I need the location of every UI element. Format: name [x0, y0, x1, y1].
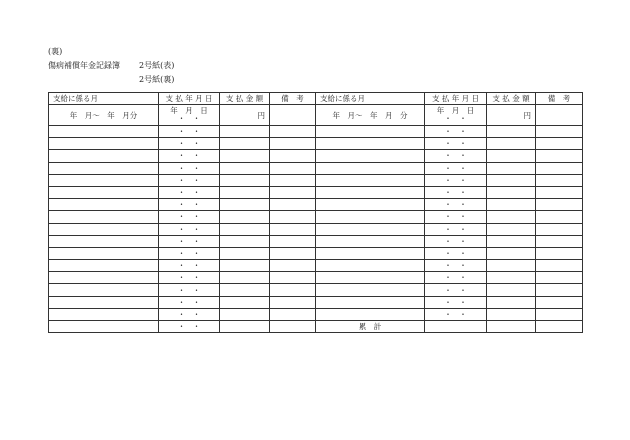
- total-row: [49, 321, 583, 333]
- cell-period-right: [316, 211, 425, 223]
- cell-remarks-right: [536, 284, 583, 296]
- unit-paydate-right: [425, 105, 487, 126]
- cell-paydate-right: ・ ・: [425, 247, 487, 259]
- cell-amount-right: [487, 223, 536, 235]
- header-paydate-left: 支 払 年 月 日: [159, 93, 220, 105]
- cell-remarks-right: [536, 296, 583, 308]
- cell-remarks-right: [536, 186, 583, 198]
- table-row: [49, 272, 583, 284]
- ledger-table: [48, 92, 583, 333]
- cell-remarks-left: [270, 126, 316, 138]
- unit-remarks-right: [536, 105, 583, 126]
- cell-period-left: [49, 174, 159, 186]
- table-row: [49, 150, 583, 162]
- cell-amount-right: [487, 150, 536, 162]
- cell-period-right: [316, 162, 425, 174]
- total-period-left: [49, 321, 159, 333]
- unit-paydate-left: [159, 105, 220, 126]
- table-row: [49, 162, 583, 174]
- cell-period-left: [49, 150, 159, 162]
- cell-paydate-right: ・ ・: [425, 186, 487, 198]
- cell-amount-left: [220, 138, 270, 150]
- cell-amount-right: [487, 162, 536, 174]
- table-row: [49, 211, 583, 223]
- cell-amount-left: [220, 162, 270, 174]
- cell-period-left: [49, 223, 159, 235]
- table-row: [49, 235, 583, 247]
- table-row: [49, 308, 583, 320]
- header-amount-right: 支 払 金 額: [487, 93, 536, 105]
- table-row: [49, 284, 583, 296]
- unit-paydate-top-left: 年 月 日: [170, 106, 208, 115]
- cell-amount-right: [487, 260, 536, 272]
- cell-period-right: [316, 235, 425, 247]
- cell-amount-right: [487, 138, 536, 150]
- cell-remarks-left: [270, 162, 316, 174]
- cell-period-left: [49, 272, 159, 284]
- cell-paydate-right: ・ ・: [425, 126, 487, 138]
- cell-paydate-right: ・ ・: [425, 296, 487, 308]
- ledger-body: [49, 126, 583, 321]
- cell-amount-left: [220, 199, 270, 211]
- table-row: [49, 186, 583, 198]
- cell-paydate-left: ・ ・: [159, 308, 220, 320]
- header-paydate-right: 支 払 年 月 日: [425, 93, 487, 105]
- cell-remarks-right: [536, 150, 583, 162]
- cell-period-left: [49, 247, 159, 259]
- cell-period-right: [316, 150, 425, 162]
- cell-amount-right: [487, 211, 536, 223]
- header-remarks-right: 備 考: [536, 93, 583, 105]
- unit-remarks-left: [270, 105, 316, 126]
- cell-period-right: [316, 260, 425, 272]
- table-row: [49, 223, 583, 235]
- cell-amount-right: [487, 308, 536, 320]
- cell-paydate-left: ・ ・: [159, 186, 220, 198]
- cell-remarks-right: [536, 162, 583, 174]
- cell-period-left: [49, 199, 159, 211]
- cell-period-right: [316, 284, 425, 296]
- header-amount-left: 支 払 金 額: [220, 93, 270, 105]
- cell-paydate-left: ・ ・: [159, 138, 220, 150]
- cell-amount-right: [487, 284, 536, 296]
- table-row: [49, 138, 583, 150]
- cell-period-left: [49, 260, 159, 272]
- header-period-left: 支給に係る月: [49, 93, 159, 105]
- cell-remarks-right: [536, 308, 583, 320]
- unit-paydate-bottom-right: ・ ・: [444, 114, 467, 123]
- total-amount-left: [220, 321, 270, 333]
- cell-paydate-right: ・ ・: [425, 223, 487, 235]
- header-row: [49, 93, 583, 105]
- cell-remarks-left: [270, 308, 316, 320]
- cell-remarks-right: [536, 272, 583, 284]
- cell-period-right: [316, 126, 425, 138]
- cell-remarks-right: [536, 199, 583, 211]
- cell-remarks-left: [270, 138, 316, 150]
- cell-period-left: [49, 126, 159, 138]
- cell-period-right: [316, 223, 425, 235]
- table-row: [49, 247, 583, 259]
- cell-amount-left: [220, 235, 270, 247]
- unit-paydate-bottom-left: ・ ・: [177, 114, 201, 123]
- register-title: 傷病補償年金記録簿: [48, 61, 120, 70]
- table-row: [49, 126, 583, 138]
- cell-amount-left: [220, 174, 270, 186]
- cell-period-left: [49, 308, 159, 320]
- cell-period-left: [49, 235, 159, 247]
- cell-period-left: [49, 296, 159, 308]
- cell-period-right: [316, 186, 425, 198]
- cell-paydate-left: ・ ・: [159, 284, 220, 296]
- cell-paydate-left: ・ ・: [159, 247, 220, 259]
- cell-period-right: [316, 138, 425, 150]
- total-paydate-left: ・ ・: [159, 321, 220, 333]
- cell-period-left: [49, 284, 159, 296]
- cell-amount-right: [487, 272, 536, 284]
- cell-remarks-left: [270, 186, 316, 198]
- cell-remarks-left: [270, 260, 316, 272]
- cell-remarks-right: [536, 260, 583, 272]
- cell-paydate-right: ・ ・: [425, 162, 487, 174]
- cell-remarks-right: [536, 247, 583, 259]
- cell-period-right: [316, 272, 425, 284]
- cell-remarks-right: [536, 211, 583, 223]
- cell-paydate-left: ・ ・: [159, 126, 220, 138]
- cell-paydate-left: ・ ・: [159, 162, 220, 174]
- total-paydate-right: [425, 321, 487, 333]
- form-label-front: 2号紙(表): [139, 61, 175, 70]
- total-remarks-left: [270, 321, 316, 333]
- cell-period-left: [49, 211, 159, 223]
- unit-row: [49, 105, 583, 126]
- header-remarks-left: 備 考: [270, 93, 316, 105]
- cell-paydate-left: ・ ・: [159, 150, 220, 162]
- unit-period-left: 年 月〜 年 月分: [49, 105, 159, 126]
- cell-remarks-left: [270, 199, 316, 211]
- cell-period-right: [316, 247, 425, 259]
- total-amount-right: [487, 321, 536, 333]
- cell-period-right: [316, 199, 425, 211]
- cell-period-left: [49, 162, 159, 174]
- cell-amount-right: [487, 186, 536, 198]
- cell-period-right: [316, 308, 425, 320]
- cell-amount-left: [220, 296, 270, 308]
- cell-remarks-left: [270, 272, 316, 284]
- back-side-mark: (裏): [48, 47, 63, 56]
- cell-paydate-left: ・ ・: [159, 223, 220, 235]
- unit-amount-left: 円: [220, 105, 270, 126]
- cell-amount-left: [220, 260, 270, 272]
- cell-remarks-left: [270, 211, 316, 223]
- cell-amount-right: [487, 126, 536, 138]
- cell-period-right: [316, 174, 425, 186]
- cell-amount-right: [487, 296, 536, 308]
- cell-paydate-right: ・ ・: [425, 308, 487, 320]
- cell-remarks-right: [536, 223, 583, 235]
- cell-amount-right: [487, 174, 536, 186]
- cell-amount-left: [220, 223, 270, 235]
- header-period-right: 支給に係る月: [316, 93, 425, 105]
- cell-amount-left: [220, 150, 270, 162]
- total-remarks-right: [536, 321, 583, 333]
- form-label-back: 2号紙(裏): [139, 75, 175, 84]
- cell-amount-left: [220, 126, 270, 138]
- cell-paydate-right: ・ ・: [425, 235, 487, 247]
- cell-amount-left: [220, 211, 270, 223]
- cell-remarks-left: [270, 284, 316, 296]
- cell-paydate-right: ・ ・: [425, 211, 487, 223]
- cell-remarks-left: [270, 296, 316, 308]
- cell-remarks-right: [536, 235, 583, 247]
- cell-remarks-left: [270, 235, 316, 247]
- unit-amount-right: 円: [487, 105, 536, 126]
- cell-amount-right: [487, 247, 536, 259]
- cell-amount-right: [487, 199, 536, 211]
- cell-amount-left: [220, 308, 270, 320]
- cell-remarks-right: [536, 174, 583, 186]
- cell-paydate-left: ・ ・: [159, 174, 220, 186]
- total-label: 累 計: [316, 321, 425, 333]
- cell-amount-right: [487, 235, 536, 247]
- table-row: [49, 296, 583, 308]
- unit-period-right: 年 月〜 年 月 分: [316, 105, 425, 126]
- cell-paydate-left: ・ ・: [159, 211, 220, 223]
- cell-amount-left: [220, 186, 270, 198]
- cell-paydate-right: ・ ・: [425, 174, 487, 186]
- cell-paydate-left: ・ ・: [159, 199, 220, 211]
- cell-remarks-left: [270, 247, 316, 259]
- cell-period-right: [316, 296, 425, 308]
- cell-period-left: [49, 186, 159, 198]
- table-row: [49, 199, 583, 211]
- cell-paydate-left: ・ ・: [159, 235, 220, 247]
- cell-remarks-right: [536, 138, 583, 150]
- cell-paydate-left: ・ ・: [159, 296, 220, 308]
- cell-paydate-right: ・ ・: [425, 284, 487, 296]
- cell-remarks-left: [270, 223, 316, 235]
- cell-paydate-right: ・ ・: [425, 138, 487, 150]
- cell-remarks-left: [270, 174, 316, 186]
- cell-paydate-left: ・ ・: [159, 260, 220, 272]
- cell-period-left: [49, 138, 159, 150]
- cell-paydate-right: ・ ・: [425, 272, 487, 284]
- cell-remarks-right: [536, 126, 583, 138]
- cell-amount-left: [220, 272, 270, 284]
- table-row: [49, 174, 583, 186]
- table-row: [49, 260, 583, 272]
- cell-paydate-left: ・ ・: [159, 272, 220, 284]
- cell-paydate-right: ・ ・: [425, 150, 487, 162]
- cell-remarks-left: [270, 150, 316, 162]
- cell-paydate-right: ・ ・: [425, 260, 487, 272]
- unit-paydate-top-right: 年 月 日: [436, 106, 475, 115]
- cell-amount-left: [220, 247, 270, 259]
- cell-paydate-right: ・ ・: [425, 199, 487, 211]
- cell-amount-left: [220, 284, 270, 296]
